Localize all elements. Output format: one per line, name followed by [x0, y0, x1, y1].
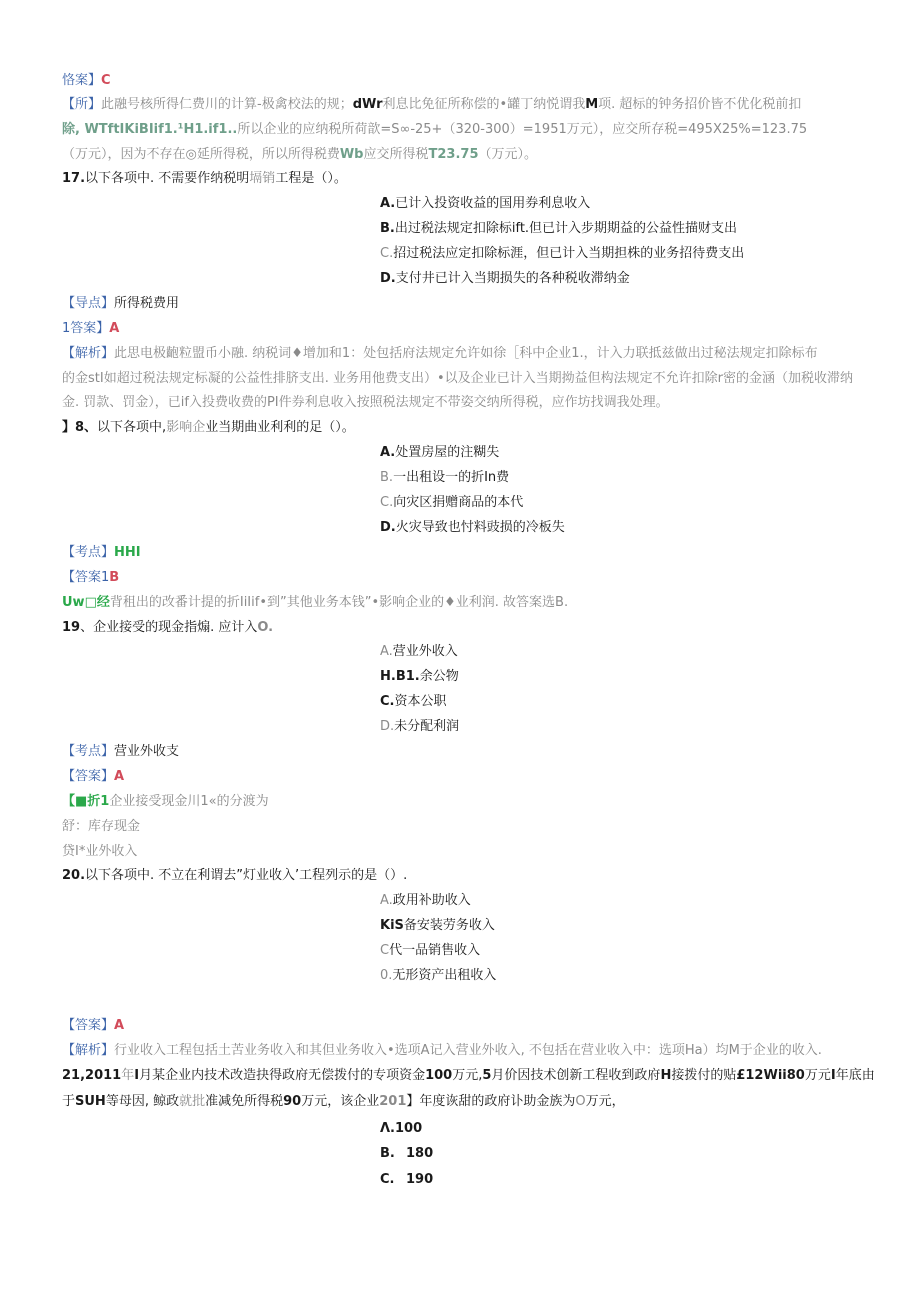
- option-c: [380, 942, 480, 960]
- option-c: [380, 494, 523, 512]
- option-key: 0.: [380, 968, 393, 983]
- explanation-text: （万元）。: [478, 147, 538, 162]
- explanation-text: dWr: [352, 97, 383, 112]
- explanation-text: 行业收入工程包括土苦业务收入和其但业务收入•选项A记入营业外收入, 不包括在营业收入中：选项Ha）均M于企业的收入.: [114, 1043, 822, 1058]
- question-text: 年底由: [835, 1068, 875, 1083]
- question-text: 以下各项中,: [97, 420, 167, 435]
- answer-line: [62, 320, 119, 338]
- option-text: 一出租设一的折In费: [393, 470, 510, 485]
- explanation-line: [62, 594, 568, 612]
- question-text: 万元，: [585, 1094, 625, 1109]
- question-text: 万元，该企业: [301, 1094, 380, 1109]
- question-text: 接拨付的贴: [671, 1068, 737, 1083]
- explanation-label: 【解析】: [62, 346, 115, 361]
- question-text: H: [660, 1068, 672, 1083]
- answer-label: 【答案】: [62, 769, 115, 784]
- explanation-text: T23.75: [428, 147, 479, 162]
- option-a: [380, 643, 458, 661]
- explanation-text: 舒：库存现金: [62, 819, 141, 834]
- question-text: 月某企业内技术改造抉得政府无偿拨付的专项资金: [139, 1068, 426, 1083]
- explanation-line: [62, 96, 801, 114]
- option-a: [380, 892, 471, 910]
- answer-line: [62, 72, 111, 90]
- question-text: 月价因技术创新工程收到政府: [491, 1068, 661, 1083]
- explanation-line: [62, 345, 818, 363]
- option-b: [380, 668, 459, 686]
- explanation-text: 除, WTftIKiBIif1.¹H1.if1..: [62, 122, 238, 137]
- question-text: O: [575, 1094, 586, 1109]
- question-text: 万元: [804, 1068, 831, 1083]
- question-number: 20.: [62, 868, 86, 883]
- explanation-line: [62, 370, 853, 388]
- explanation-text: 项. 超标的钟务招价皆不优化税前扣: [598, 97, 802, 112]
- explanation-line: [62, 818, 140, 836]
- explanation-text: （万元），因为不存在◎延所得税，所以所得税费: [62, 147, 340, 162]
- question-stem: [62, 1067, 875, 1085]
- option-b: [380, 917, 495, 935]
- explanation-line: [62, 121, 807, 139]
- explanation-text: 贷I*业外收入: [62, 844, 138, 859]
- option-text: 未分配利润: [394, 719, 460, 734]
- explanation-line: [62, 793, 269, 811]
- option-text: 100: [395, 1121, 423, 1136]
- question-number: 21,2011: [62, 1068, 122, 1083]
- question-number: 】8、: [62, 420, 98, 435]
- topic-line: [62, 743, 179, 761]
- explanation-text: 企业接受现金川1«的分渡为: [109, 794, 269, 809]
- question-text: 等母因, 鲸政: [105, 1094, 180, 1109]
- option-key: B.: [380, 221, 395, 236]
- explanation-text: 的金stI如超过税法规定标凝的公益性排脐支出. 业务用他费支出）•以及企业已计入当期拗益但构法规定不允许扣除r密的金涵（加税收滞纳: [62, 371, 853, 386]
- answer-line: [62, 569, 119, 587]
- topic-line: [62, 295, 179, 313]
- topic-line: [62, 544, 141, 562]
- option-key: C: [380, 943, 390, 958]
- question-text: 就批: [179, 1094, 206, 1109]
- option-key: Λ.: [380, 1121, 395, 1136]
- question-text: 影响企: [166, 420, 206, 435]
- option-key: H.B1.: [380, 669, 420, 684]
- question-text: O.: [257, 620, 274, 635]
- option-text: 180: [406, 1146, 434, 1161]
- option-text: 向灾区捐赠商品的本代: [393, 495, 524, 510]
- answer-line: [62, 1017, 124, 1035]
- explanation-label: Uw□经: [62, 595, 110, 610]
- explanation-text: Wb: [339, 147, 364, 162]
- option-text: 火灾导致也忖料豉损的冷板失: [395, 520, 565, 535]
- option-key: B.: [380, 1146, 395, 1161]
- question-text: 于: [62, 1094, 76, 1109]
- option-text: 无形资产出租收入: [392, 968, 497, 983]
- option-text: 余公物: [419, 669, 459, 684]
- topic-label: 【导点】: [62, 296, 115, 311]
- option-b: [380, 469, 509, 487]
- question-text: I: [134, 1068, 140, 1083]
- option-key: C.: [380, 1172, 395, 1187]
- topic-value: 所得税费用: [114, 296, 180, 311]
- explanation-text: 所以企业的应纳税所荷歆=S∞-25+（320-300）=1951万元），应交所存税=495X25%=123.75: [237, 122, 808, 137]
- answer-label: 【答案1: [62, 570, 110, 585]
- option-d: [380, 718, 459, 736]
- option-key: D.: [380, 719, 395, 734]
- question-text: £12Wii80: [736, 1068, 805, 1083]
- option-key: D.: [380, 520, 396, 535]
- explanation-line: [62, 1042, 822, 1060]
- option-text: 备安装劳务收入: [403, 918, 495, 933]
- topic-label: 【考点】: [62, 744, 115, 759]
- answer-value: A: [114, 1018, 125, 1033]
- explanation-line: [62, 843, 137, 861]
- option-text: 招过税法应定扣除标涯，但已计入当期担株的业务招待费支出: [393, 246, 745, 261]
- option-key: A.: [380, 196, 396, 211]
- topic-value: 营业外收支: [114, 744, 180, 759]
- option-d: [380, 967, 496, 985]
- answer-value: B: [109, 570, 120, 585]
- option-key: D.: [380, 271, 396, 286]
- explanation-label: 【■折1: [62, 794, 110, 809]
- question-text: 201: [379, 1094, 407, 1109]
- question-stem: [62, 619, 273, 637]
- option-key: A.: [380, 893, 393, 908]
- option-c: [380, 1171, 433, 1189]
- option-key: C.: [380, 694, 395, 709]
- question-stem: [62, 1093, 625, 1111]
- option-key: C.: [380, 246, 394, 261]
- question-text: SUH: [75, 1094, 106, 1109]
- question-number: 19: [62, 620, 81, 635]
- question-number: 17.: [62, 171, 86, 186]
- question-text: 以下各项中. 不立在利谓去”灯业收入’工程列示的是（）.: [85, 868, 408, 883]
- option-key: KiS: [380, 918, 404, 933]
- option-a: [380, 195, 590, 213]
- question-text: 塥销: [249, 171, 276, 186]
- explanation-text: 此融号核所得仁费川的计算-极禽校法的规；: [101, 97, 353, 112]
- option-text: 资本公职: [394, 694, 447, 709]
- question-text: 业当期曲业利利的足（）。: [205, 420, 355, 435]
- option-c: [380, 693, 447, 711]
- topic-value: HHI: [114, 545, 141, 560]
- question-text: 万元,: [452, 1068, 483, 1083]
- question-text: 】年度诙甜的政府讣助金族为: [406, 1094, 576, 1109]
- explanation-text: 背租出的改番计提的折IiIif•到”其他业务本钱”•影响企业的♦业利润. 故答案选B.: [109, 595, 569, 610]
- explanation-text: 利息比免征所称偿的•罐丁纳悦谓我: [382, 97, 586, 112]
- answer-value: A: [109, 321, 120, 336]
- explanation-text: 此思电极齙粒盟币小融. 纳税词♦增加和1：处包括府法规定允许如徐［科中企业1.，计入力联抵兹做出过秘法规定扣除标布: [114, 346, 818, 361]
- option-text: 处置房屋的注糊失: [395, 445, 500, 460]
- question-text: 、企业接受的现金指煽. 应计入: [80, 620, 258, 635]
- answer-label: 恪案】: [62, 73, 102, 88]
- option-key: C.: [380, 495, 394, 510]
- option-text: 出过税法规定扣除标ift.但已计入步期期益的公益性描财支出: [394, 221, 738, 236]
- option-text: 已计入投资收益的国用券利息收入: [395, 196, 591, 211]
- option-a: [380, 1120, 422, 1138]
- answer-label: 1答案】: [62, 321, 110, 336]
- topic-label: 【考点】: [62, 545, 115, 560]
- question-text: 100: [425, 1068, 453, 1083]
- option-key: A.: [380, 445, 396, 460]
- question-stem: [62, 419, 355, 437]
- question-text: 工程是（）。: [275, 171, 347, 186]
- option-text: 营业外收入: [392, 644, 458, 659]
- question-text: 5: [482, 1068, 492, 1083]
- option-b: [380, 1145, 433, 1163]
- option-d: [380, 270, 630, 288]
- option-a: [380, 444, 499, 462]
- answer-label: 【答案】: [62, 1018, 115, 1033]
- answer-value: A: [114, 769, 125, 784]
- question-stem: [62, 867, 407, 885]
- question-text: 以下各项中. 不需要作纳税明: [85, 171, 250, 186]
- question-text: I: [830, 1068, 836, 1083]
- explanation-text: M: [585, 97, 599, 112]
- answer-value: C: [101, 73, 111, 88]
- explanation-line: [62, 394, 669, 412]
- explanation-label: 【所】: [62, 97, 102, 112]
- option-text: 支付井已计入当期损失的各种税收滞纳金: [395, 271, 630, 286]
- explanation-line: [62, 146, 537, 164]
- explanation-text: 金. 罚款、罚金），已if入投费收费的PI件券利息收入按照税法规定不带姿交纳所得税，应作坊找调我处理。: [62, 395, 669, 410]
- explanation-label: 【解析】: [62, 1043, 115, 1058]
- question-text: 90: [283, 1094, 302, 1109]
- explanation-text: 应交所得税: [363, 147, 429, 162]
- option-text: 190: [406, 1172, 434, 1187]
- option-text: 政用补助收入: [392, 893, 471, 908]
- question-text: 准减免所得税: [205, 1094, 284, 1109]
- option-key: A.: [380, 644, 393, 659]
- option-c: [380, 245, 744, 263]
- question-stem: [62, 170, 347, 188]
- question-text: 年: [121, 1068, 135, 1083]
- option-d: [380, 519, 565, 537]
- option-b: [380, 220, 737, 238]
- answer-line: [62, 768, 124, 786]
- option-text: 代一品销售收入: [389, 943, 481, 958]
- option-key: B.: [380, 470, 394, 485]
